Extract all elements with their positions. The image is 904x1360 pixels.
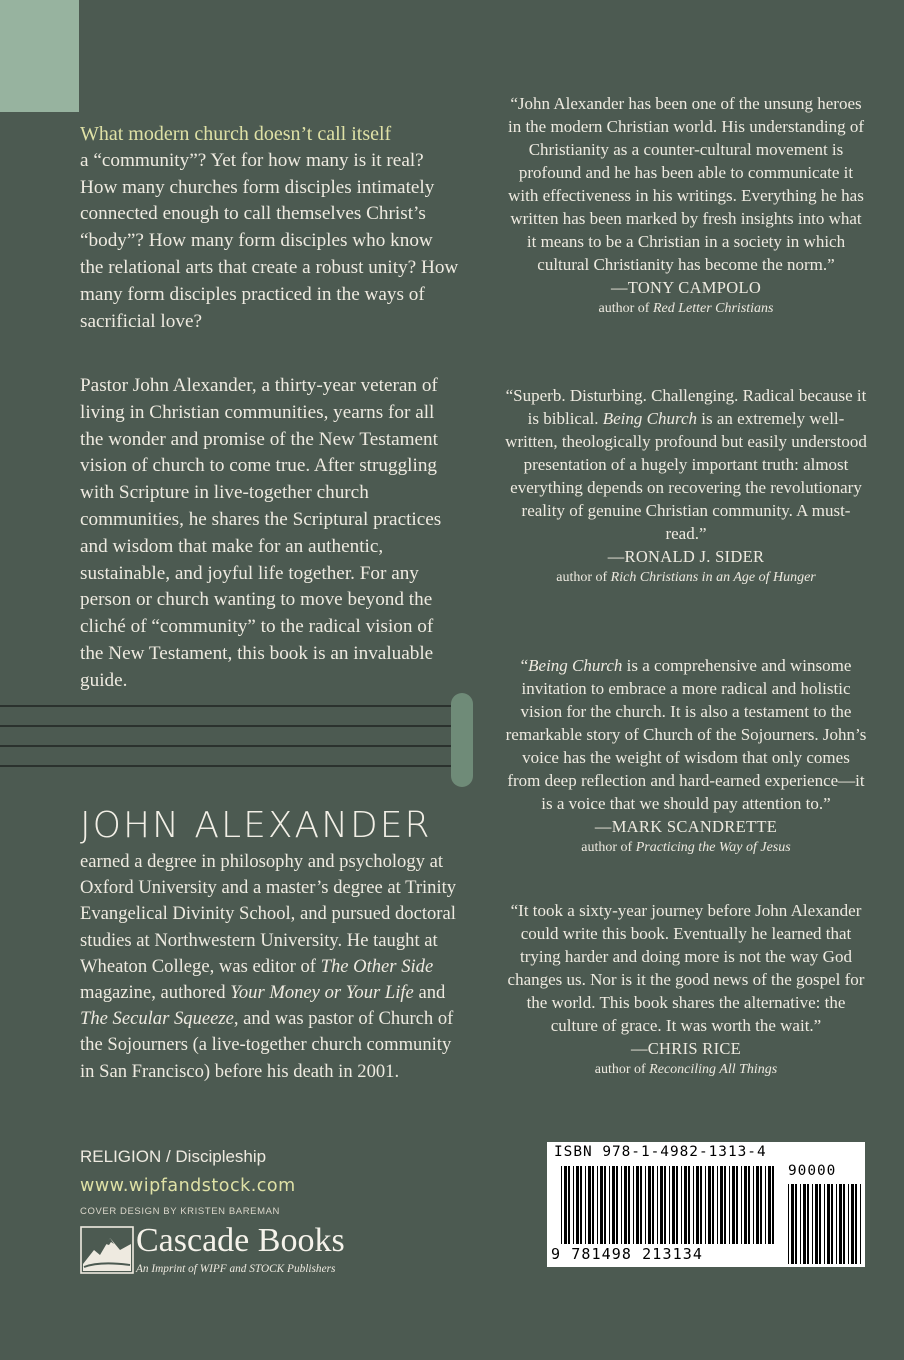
barcode-bar [753,1166,754,1244]
barcode-bar [645,1166,646,1244]
barcode-bar [851,1184,854,1264]
barcode-bar [585,1166,586,1244]
role-title: Practicing the Way of Jesus [635,840,791,855]
role-title: Reconciling All Things [649,1062,778,1077]
bio-text: magazine, authored [80,982,231,1004]
barcode-bar [633,1166,634,1244]
barcode-bar [827,1184,830,1264]
barcode-bar [860,1184,861,1264]
barcode-bar [612,1166,615,1244]
quote-part: “ [520,656,529,675]
quote-part: is a comprehensive and winsome invitation to embrace a more radical and holistic vision for the church. It is also a testament to the remarkable story of Church of the Sojourners. John’s voice has the weight of wisdom that only comes from deep reflection and hard-earned experience—it is a voice that we should pay attention to.” [505,656,867,813]
decorative-oval [451,693,473,787]
barcode-bar [624,1166,627,1244]
endorser-role [505,299,867,318]
barcode-bar [640,1166,642,1244]
barcode-bar [705,1166,706,1244]
barcode-bar [843,1184,845,1264]
barcode-bar [561,1166,562,1244]
barcode-bar [855,1184,857,1264]
endorser-name: —CHRIS RICE [630,1039,742,1058]
barcode-bar [712,1166,714,1244]
barcode-bar [628,1166,630,1244]
barcode-bar [621,1166,622,1244]
price-addon: 90000 [788,1163,837,1179]
bio-text: and [413,982,446,1004]
intro-lead: What modern church doesn’t call itself [80,123,392,145]
quote-part: “Superb. Disturbing. Challenging. Radical because it is biblical. [505,386,867,428]
decorative-line [0,745,458,747]
endorsement-4 [505,899,867,1079]
barcode-bar [848,1184,849,1264]
endorsement-2 [505,384,867,587]
publisher-imprint: An Imprint of WIPF and STOCK Publishers [136,1263,336,1275]
barcode-bar [732,1166,735,1244]
barcode-bar [588,1166,591,1244]
quote-title: Being Church [528,656,623,675]
barcode-bar [664,1166,666,1244]
barcode-bar [815,1184,818,1264]
barcode-bar [788,1184,789,1264]
barcode-bar [756,1166,759,1244]
barcode-bar [831,1184,833,1264]
barcode-bar [576,1166,579,1244]
book-description: Pastor John Alexander, a thirty-year veteran of living in Christian communities, yearns for all the wonder and promise of the New Testament vision of church to come true. After struggling with Scripture in live-together church communities, he shares the Scriptural practices and wisdom that make for an authentic, sustainable, and joyful life together. For any person or church wanting to move beyond the cliché of “community” to the radical vision of the New Testament, this book is an invaluable guide. [80,375,442,691]
endorser-role [505,568,867,587]
role-title: Rich Christians in an Age of Hunger [610,570,816,585]
barcode-bar [717,1166,718,1244]
endorser-name: —TONY CAMPOLO [610,278,762,297]
intro-paragraph [80,121,460,335]
barcode-bar [604,1166,606,1244]
intro-text: a “community”? Yet for how many is it real? How many churches form disciples intimately connected enough to call themselves Christ’s “body”? How many form disciples who know the relational arts that create a robust unity? How many form disciples practiced in the ways of sacrificial love? [80,149,459,332]
endorsement-text [505,384,867,545]
ean-number: 9 781498 213134 [551,1245,703,1263]
cover-design-credit: COVER DESIGN BY KRISTEN BAREMAN [80,1206,281,1217]
barcode-bar [636,1166,639,1244]
barcode-bar [819,1184,821,1264]
endorser-name: —MARK SCANDRETTE [594,817,778,836]
barcode-bar [720,1166,723,1244]
barcode-bar [708,1166,711,1244]
barcode-bar [600,1166,603,1244]
bio-title: The Other Side [320,955,434,977]
barcode-bar [660,1166,663,1244]
barcode-bar [696,1166,699,1244]
barcode-bar [803,1184,806,1264]
endorsement-text [505,654,867,815]
barcode-bar [736,1166,738,1244]
barcode-bar [676,1166,678,1244]
author-bio [80,849,465,1085]
barcode-bar [795,1184,797,1264]
barcode-bar [839,1184,842,1264]
endorser-role [505,1060,867,1079]
role-title: Red Letter Christians [652,301,774,316]
mountain-logo-icon [80,1224,134,1276]
barcode-bar [800,1184,801,1264]
publisher-logo [80,1222,410,1278]
barcode-bar [729,1166,730,1244]
author-name: JOHN ALEXANDER [80,805,432,846]
bio-text: earned a degree in philosophy and psychology at Oxford University and a master’s degree at Trinity Evangelical Divinity School, and pursued doctoral studies at Northwestern University. He taught at Wheaton College, was editor of [80,851,457,977]
barcode-bar [765,1166,766,1244]
isbn-number: ISBN 978-1-4982-1313-4 [554,1144,767,1160]
barcode-bar [768,1166,771,1244]
barcode-bar [672,1166,675,1244]
quote-part: is an extremely well-written, theologically profound but easily understood presentation of a hugely important truth: almost everything depends on recovering the revolutionary reality of genuine Christian community. A must-read.” [505,409,867,543]
barcode-bar [580,1166,582,1244]
barcode-bar [616,1166,618,1244]
barcode-bar [597,1166,598,1244]
endorsement-1 [505,92,867,318]
barcode-bar [657,1166,658,1244]
barcode-bar [836,1184,837,1264]
barcode-bar [648,1166,651,1244]
decorative-line [0,725,458,727]
barcode-bar [669,1166,670,1244]
barcode-bar [807,1184,809,1264]
role-prefix: author of [556,570,611,585]
barcode-bar [744,1166,747,1244]
bio-title: The Secular Squeeze [80,1008,234,1030]
barcode-bar [568,1166,570,1244]
barcode-bar [812,1184,813,1264]
barcode-bar [700,1166,702,1244]
barcode-bar [693,1166,694,1244]
publisher-name: Cascade Books [136,1222,345,1259]
bio-title: Your Money or Your Life [230,982,414,1004]
role-prefix: author of [598,301,653,316]
barcode-bar [824,1184,825,1264]
endorsement-text: “It took a sixty-year journey before John Alexander could write this book. Eventually he learned that trying harder and doing more is not the way God changes us. Nor is it the good news of the gospel for the world. This book shares the alternative: the culture of grace. It was worth the wait.” [507,901,865,1035]
barcode-bar [681,1166,682,1244]
endorsement-3 [505,654,867,857]
publisher-website[interactable]: www.wipfandstock.com [80,1176,296,1196]
barcode-bar [573,1166,574,1244]
barcode-bar [564,1166,567,1244]
barcode-bar [592,1166,594,1244]
barcode-bar [748,1166,750,1244]
barcode-bar [791,1184,794,1264]
quote-title: Being Church [602,409,698,428]
bio-text: , and was pastor of Church of the Sojourners (a live-together church community in San Francisco) before his death in 2001. [80,1008,454,1082]
endorser-name: —RONALD J. SIDER [607,547,765,566]
role-prefix: author of [581,840,636,855]
isbn-barcode [547,1142,865,1267]
barcode-bar [760,1166,762,1244]
barcode-bar [741,1166,742,1244]
barcode-bar [652,1166,654,1244]
role-prefix: author of [594,1062,650,1077]
barcode-bar [688,1166,690,1244]
endorsement-text: “John Alexander has been one of the unsung heroes in the modern Christian world. His understanding of Christianity as a counter-cultural movement is profound and he has been able to communicate it with effectiveness in his writings. Everything he has written has been marked by fresh insights into what it means to be a Christian in a society in which cultural Christianity has become the norm.” [507,94,864,274]
endorser-role [505,838,867,857]
barcode-bar [684,1166,687,1244]
category-label: RELIGION / Discipleship [80,1147,267,1166]
barcode-bar [724,1166,726,1244]
decorative-line [0,765,458,767]
corner-tab [0,0,79,112]
barcode-bar [609,1166,610,1244]
decorative-line [0,705,458,707]
barcode-bar [772,1166,774,1244]
